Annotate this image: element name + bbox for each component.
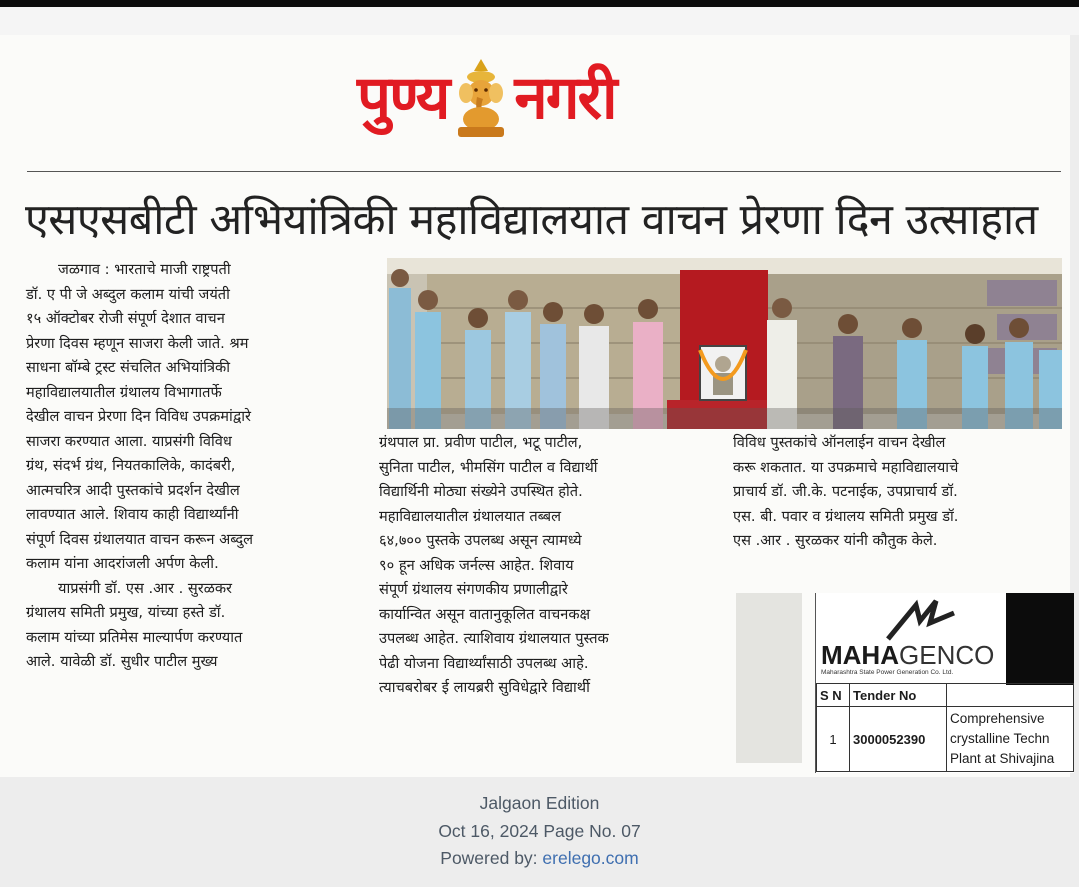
text-line: साजरा करण्यात आला. याप्रसंगी विविध bbox=[26, 432, 232, 450]
event-photo bbox=[387, 258, 1062, 429]
text-line: साधना बॉम्बे ट्रस्ट संचलित अभियांत्रिकी bbox=[26, 359, 231, 376]
headline-rule bbox=[27, 171, 1061, 172]
text-line: ग्रंथपाल प्रा. प्रवीण पाटील, भटू पाटील, bbox=[379, 434, 583, 451]
text-line: आले. यावेळी डॉ. सुधीर पाटील मुख्य bbox=[26, 653, 218, 670]
edition-name: Jalgaon Edition bbox=[479, 793, 600, 813]
logo-word-punya: पुण्य bbox=[357, 63, 449, 133]
text-line: एस. बी. पवार व ग्रंथालय समिती प्रमुख डॉ. bbox=[733, 507, 959, 525]
viewer-header bbox=[0, 7, 1079, 35]
powered-by bbox=[0, 845, 1079, 873]
text-line: महाविद्यालयातील ग्रंथालय विभागातर्फे bbox=[26, 383, 222, 401]
text-line: महाविद्यालयातील ग्रंथालयात तब्बल bbox=[379, 507, 562, 525]
description-line: Plant at Shivajina bbox=[950, 751, 1055, 766]
text-line: जळगाव : भारताचे माजी राष्ट्रपती bbox=[58, 261, 231, 278]
cell-tender-no: 3000052390 bbox=[850, 707, 947, 772]
description-line: crystalline Techn bbox=[950, 731, 1050, 746]
ad-brand-bold: MAHA bbox=[821, 640, 899, 670]
cell-sn: 1 bbox=[817, 707, 850, 772]
text-line: आत्मचरित्र आदी पुस्तकांचे प्रदर्शन देखील bbox=[26, 481, 240, 499]
article-column-2 bbox=[379, 431, 709, 701]
ad-brand bbox=[821, 641, 1011, 669]
ad-placeholder bbox=[736, 593, 802, 763]
edition-date-page: Oct 16, 2024 Page No. 07 bbox=[438, 820, 641, 841]
top-bar bbox=[0, 0, 1079, 7]
table-header-row bbox=[817, 684, 1074, 707]
ad-brand-light: GENCO bbox=[899, 640, 995, 670]
newspaper-logo bbox=[357, 52, 616, 144]
description-line: Comprehensive bbox=[950, 711, 1045, 726]
powered-by-label: Powered by: bbox=[440, 848, 543, 868]
text-line: विद्यार्थिनी मोठ्या संख्येने उपस्थित होते. bbox=[379, 483, 583, 500]
text-line: करू शकतात. या उपक्रमाचे महाविद्यालयाचे bbox=[733, 458, 959, 476]
text-line: प्रेरणा दिवस म्हणून साजरा केली जाते. श्रम bbox=[26, 334, 249, 352]
cell-description bbox=[947, 707, 1074, 772]
ganesha-emblem-icon bbox=[452, 57, 510, 139]
text-line: कार्यान्वित असून वातानुकूलित वाचनकक्ष bbox=[379, 605, 591, 623]
text-line: प्राचार्य डॉ. जी.के. पटनाईक, उपप्राचार्य डॉ. bbox=[733, 483, 958, 500]
text-line: कलाम यांना आदरांजली अर्पण केली. bbox=[26, 555, 219, 572]
text-line: ग्रंथालय समिती प्रमुख, यांच्या हस्ते डॉ. bbox=[26, 604, 226, 621]
erelego-link[interactable]: erelego.com bbox=[542, 848, 639, 868]
column-header-sn: S N bbox=[817, 684, 850, 707]
text-line: संपूर्ण ग्रंथालय संगणकीय प्रणालीद्वारे bbox=[379, 581, 568, 598]
tender-table bbox=[816, 683, 1074, 772]
text-line: उपलब्ध आहेत. त्याशिवाय ग्रंथालयात पुस्तक bbox=[379, 630, 609, 647]
ad-company-name: Maharashtra State Power Generation Co. Ltd. bbox=[821, 669, 954, 676]
text-line: संपूर्ण दिवस ग्रंथालयात वाचन करून अब्दुल bbox=[26, 530, 254, 548]
text-line: सुनिता पाटील, भीमसिंग पाटील व विद्यार्थी bbox=[379, 458, 598, 476]
article-column-1 bbox=[26, 258, 358, 675]
text-line: त्याचबरोबर ई लायब्ररी सुविधेद्वारे विद्यार्थी bbox=[379, 679, 590, 696]
text-line: १५ ऑक्टोबर रोजी संपूर्ण देशात वाचन bbox=[26, 310, 225, 327]
logo-word-nagari: नगरी bbox=[514, 63, 616, 133]
column-header-tender-no: Tender No bbox=[850, 684, 947, 707]
text-line: ९० हून अधिक जर्नल्स आहेत. शिवाय bbox=[379, 556, 574, 574]
text-line: पेढी योजना विद्यार्थ्यांसाठी उपलब्ध आहे. bbox=[379, 654, 589, 672]
article-headline: एसएसबीटी अभियांत्रिकी महाविद्यालयात वाचन प्रेरणा दिन उत्साहात bbox=[25, 195, 1038, 245]
mahagenco-tender-ad bbox=[815, 593, 1074, 773]
ad-black-block bbox=[1006, 593, 1074, 685]
column-header-description bbox=[947, 684, 1074, 707]
table-row bbox=[817, 707, 1074, 772]
text-line: ग्रंथ, संदर्भ ग्रंथ, नियतकालिके, कादंबरी, bbox=[26, 457, 236, 474]
text-line: देखील वाचन प्रेरणा दिन विविध उपक्रमांद्वारे bbox=[26, 408, 251, 425]
text-line: डॉ. ए पी जे अब्दुल कलाम यांची जयंती bbox=[26, 285, 230, 303]
edition-footer bbox=[0, 790, 1079, 873]
text-line: याप्रसंगी डॉ. एस .आर . सुरळकर bbox=[58, 579, 233, 597]
text-line: लावण्यात आले. शिवाय काही विद्यार्थ्यांनी bbox=[26, 506, 239, 523]
text-line: एस .आर . सुरळकर यांनी कौतुक केले. bbox=[733, 532, 938, 549]
lightning-bolt-icon bbox=[886, 599, 956, 641]
text-line: कलाम यांच्या प्रतिमेस माल्यार्पण करण्यात bbox=[26, 628, 243, 646]
text-line: ६४,७०० पुस्तके उपलब्ध असून त्यामध्ये bbox=[379, 532, 582, 549]
article-column-3 bbox=[733, 431, 1053, 554]
text-line: विविध पुस्तकांचे ऑनलाईन वाचन देखील bbox=[733, 434, 946, 451]
